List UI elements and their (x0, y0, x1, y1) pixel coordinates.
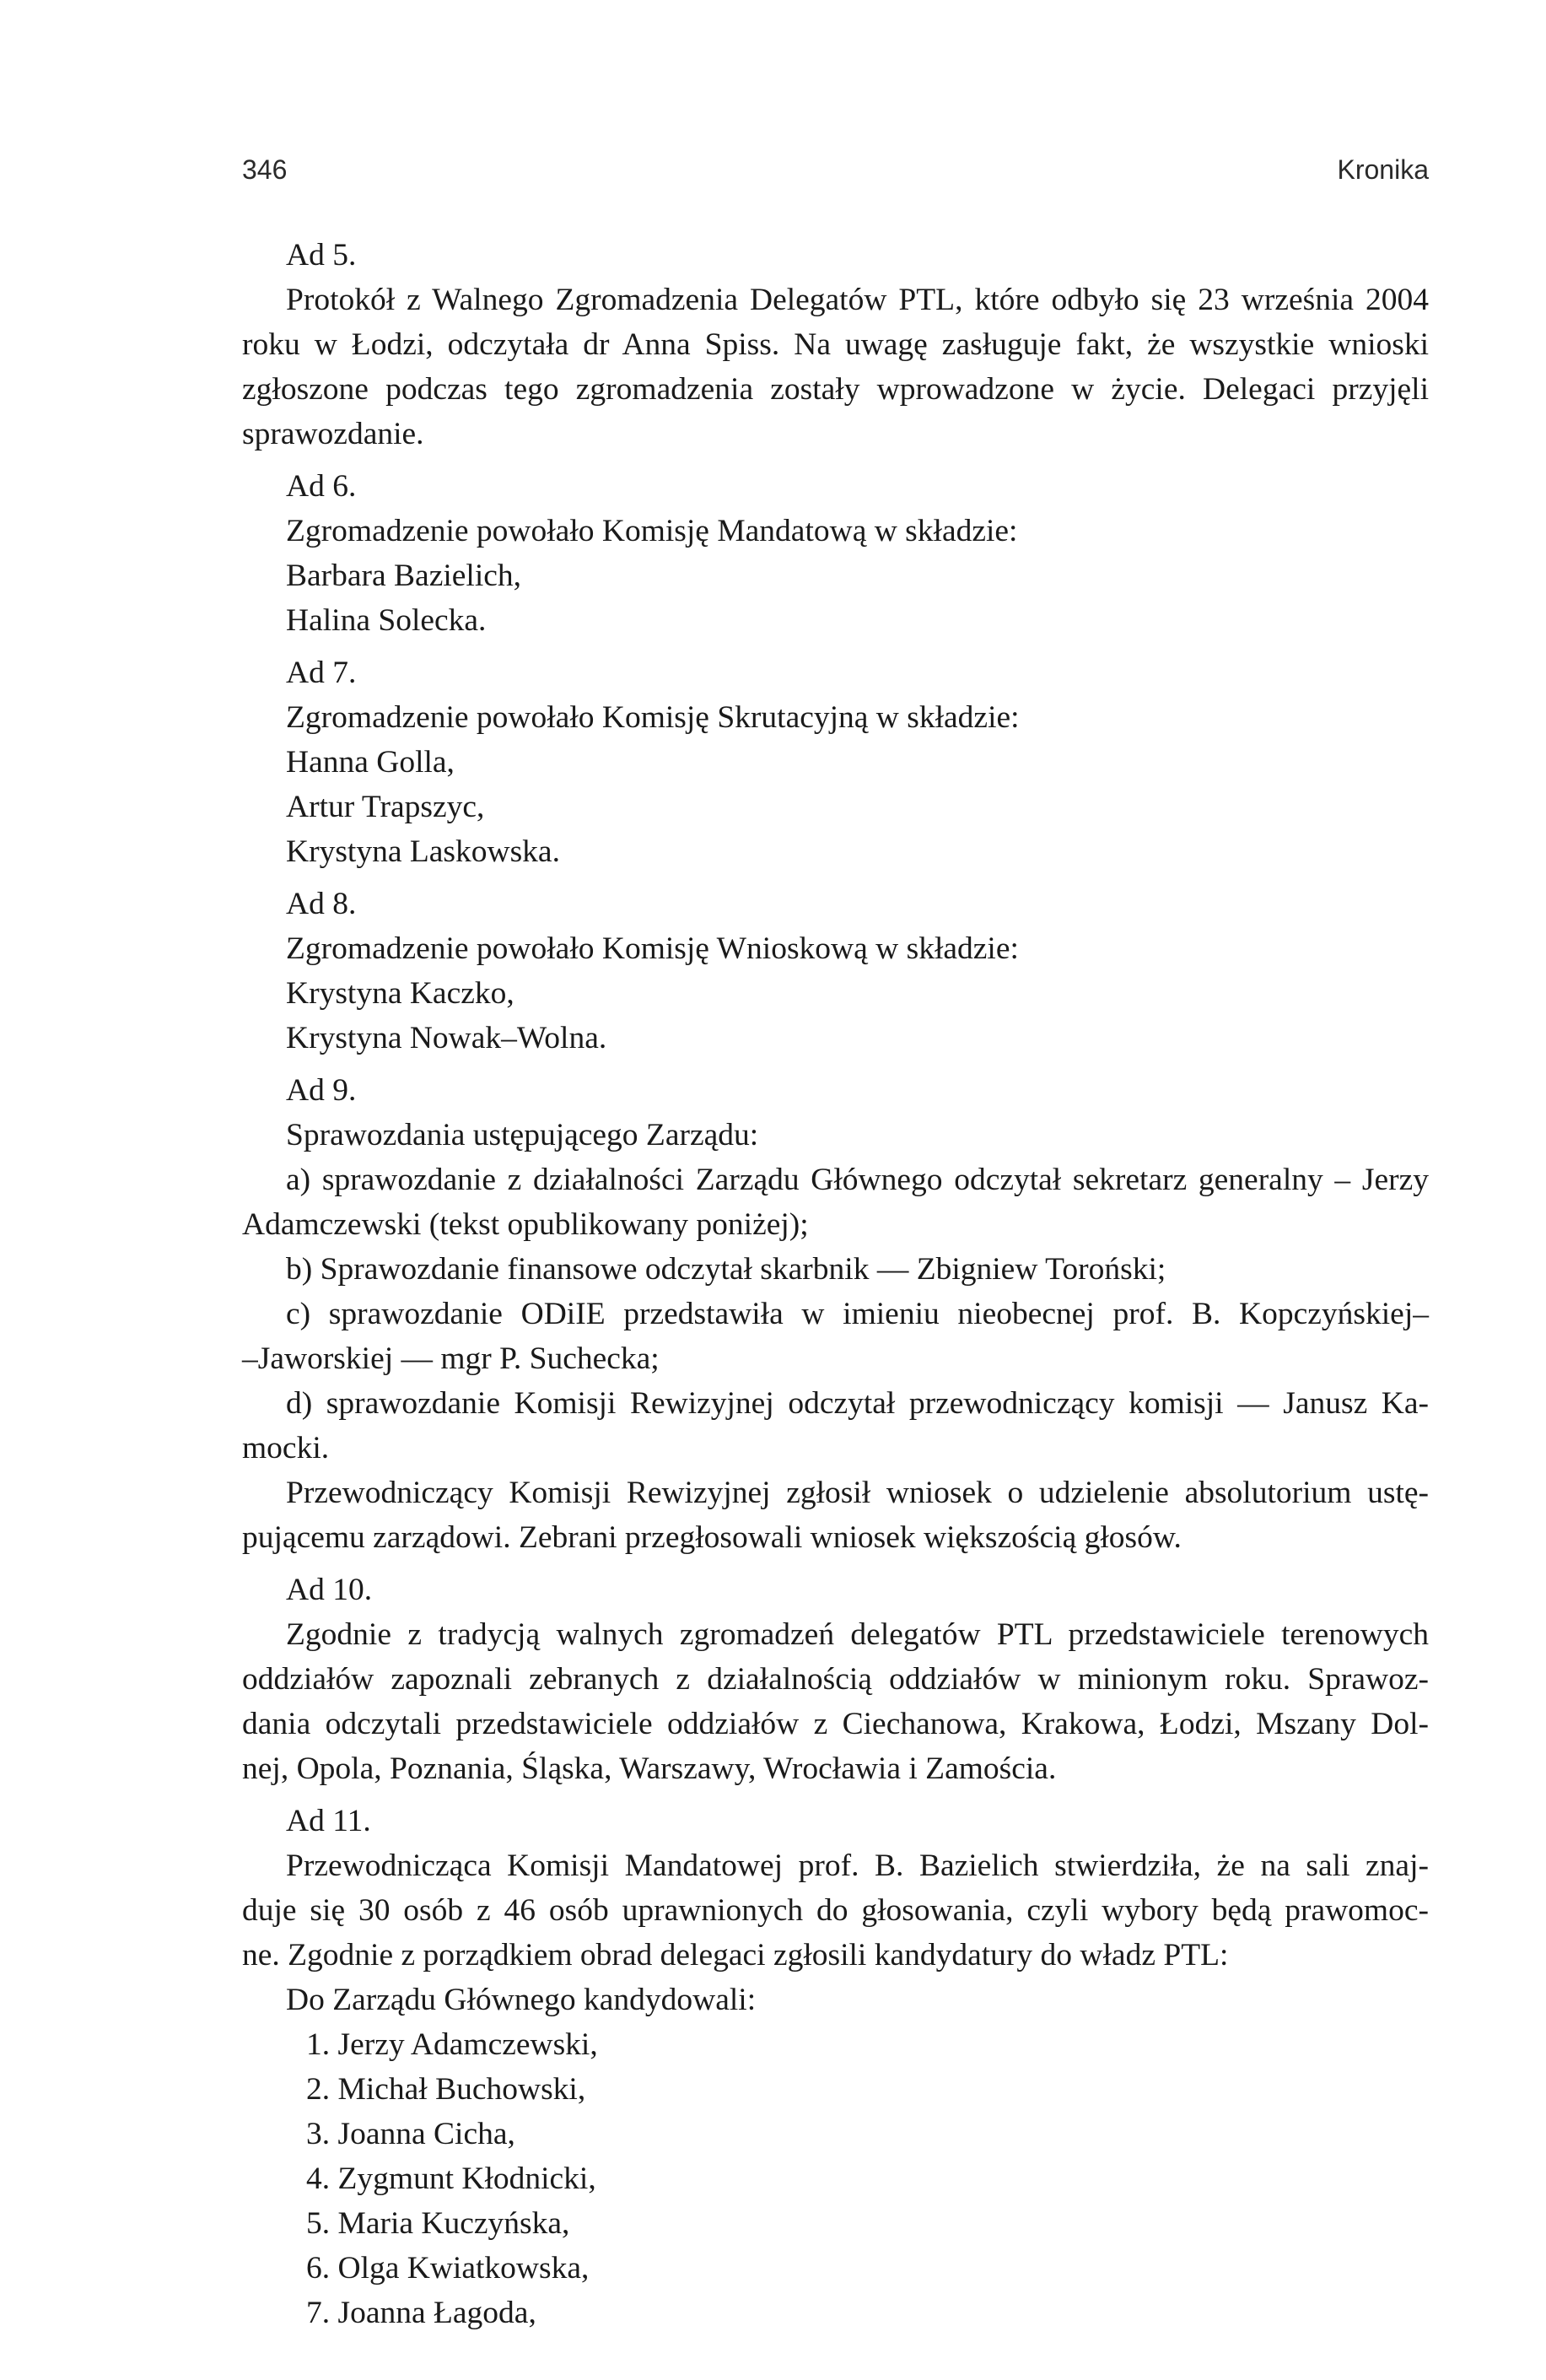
section-heading: Ad 7. (286, 656, 357, 690)
list-item: 5. Maria Kuczyńska, (306, 2206, 570, 2241)
text-line: Zgromadzenie powołało Komisję Mandatową w składzie: (286, 514, 1018, 548)
text-line: Zgodnie z tradycją walnych zgromadzeń delegatów PTL przedstawiciele terenowych (286, 1617, 1429, 1652)
list-item: 3. Joanna Cicha, (306, 2117, 515, 2151)
list-item: 2. Michał Buchowski, (306, 2072, 586, 2107)
section-block (242, 464, 1429, 643)
text-line: Krystyna Nowak–Wolna. (286, 1021, 607, 1055)
text-line: mocki. (242, 1431, 330, 1465)
section-heading: Ad 10. (286, 1573, 373, 1607)
text-line: nej, Opola, Poznania, Śląska, Warszawy, Wrocławia i Zamościa. (242, 1751, 1057, 1786)
list-item: 1. Jerzy Adamczewski, (306, 2027, 598, 2062)
list-item: 4. Zygmunt Kłodnicki, (306, 2161, 596, 2196)
text-line: duje się 30 osób z 46 osób uprawnionych do głosowania, czyli wybory będą prawomoc- (242, 1893, 1429, 1928)
list-item: 7. Joanna Łagoda, (306, 2296, 536, 2330)
text-line: Do Zarządu Głównego kandydowali: (286, 1983, 757, 2017)
text-line: Halina Solecka. (286, 603, 487, 638)
section-heading: Ad 11. (286, 1804, 371, 1838)
text-line: a) sprawozdanie z działalności Zarządu Głównego odczytał sekretarz generalny – Jerzy (286, 1163, 1429, 1197)
text-line: c) sprawozdanie ODiIE przedstawiła w imieniu nieobecnej prof. B. Kopczyńskiej– (286, 1297, 1429, 1331)
section-block (242, 650, 1429, 874)
section-heading: Ad 8. (286, 887, 357, 921)
text-line: b) Sprawozdanie finansowe odczytał skarbnik — Zbigniew Toroński; (286, 1252, 1166, 1287)
page-number: 346 (242, 154, 288, 185)
section-block (242, 233, 1429, 456)
section-block (242, 1799, 1429, 2335)
text-line: sprawozdanie. (242, 417, 424, 451)
text-line: pującemu zarządowi. Zebrani przegłosowali wniosek większością głosów. (242, 1520, 1182, 1555)
running-header (242, 148, 1429, 191)
text-line: Adamczewski (tekst opublikowany poniżej); (242, 1207, 809, 1242)
text-line: Przewodnicząca Komisji Mandatowej prof. B. Bazielich stwierdziła, że na sali znaj- (286, 1848, 1429, 1883)
text-line: Krystyna Laskowska. (286, 834, 560, 869)
text-line: Zgromadzenie powołało Komisję Wnioskową w składzie: (286, 931, 1019, 966)
text-line: Barbara Bazielich, (286, 559, 522, 593)
section-block (242, 1568, 1429, 1791)
list-item: 6. Olga Kwiatkowska, (306, 2251, 590, 2286)
document-body (242, 233, 1429, 2343)
text-line: Artur Trapszyc, (286, 790, 485, 824)
text-line: d) sprawozdanie Komisji Rewizyjnej odczytał przewodniczący komisji — Janusz Ka- (286, 1386, 1429, 1421)
section-block (242, 882, 1429, 1060)
section-heading: Ad 6. (286, 469, 357, 504)
text-line: Krystyna Kaczko, (286, 976, 514, 1011)
text-line: Przewodniczący Komisji Rewizyjnej zgłosił wniosek o udzielenie absolutorium ustę- (286, 1476, 1429, 1510)
section-heading: Ad 5. (286, 238, 357, 273)
text-line: zgłoszone podczas tego zgromadzenia zostały wprowadzone w życie. Delegaci przyjęli (242, 372, 1429, 407)
text-line: ne. Zgodnie z porządkiem obrad delegaci zgłosili kandydatury do władz PTL: (242, 1938, 1229, 1973)
text-line: –Jaworskiej — mgr P. Suchecka; (242, 1341, 660, 1376)
text-line: oddziałów zapoznali zebranych z działalnością oddziałów w minionym roku. Sprawoz- (242, 1662, 1429, 1697)
text-line: Sprawozdania ustępującego Zarządu: (286, 1118, 759, 1152)
text-line: Protokół z Walnego Zgromadzenia Delegatów PTL, które odbyło się 23 września 2004 (286, 283, 1429, 317)
text-line: dania odczytali przedstawiciele oddziałów z Ciechanowa, Krakowa, Łodzi, Mszany Dol- (242, 1707, 1429, 1741)
section-heading: Ad 9. (286, 1073, 357, 1108)
text-line: Zgromadzenie powołało Komisję Skrutacyjną w składzie: (286, 700, 1020, 735)
running-head-title: Kronika (1337, 154, 1429, 185)
text-line: Hanna Golla, (286, 745, 455, 780)
text-line: roku w Łodzi, odczytała dr Anna Spiss. Na uwagę zasługuje fakt, że wszystkie wnioski (242, 327, 1429, 362)
section-block (242, 1068, 1429, 1560)
